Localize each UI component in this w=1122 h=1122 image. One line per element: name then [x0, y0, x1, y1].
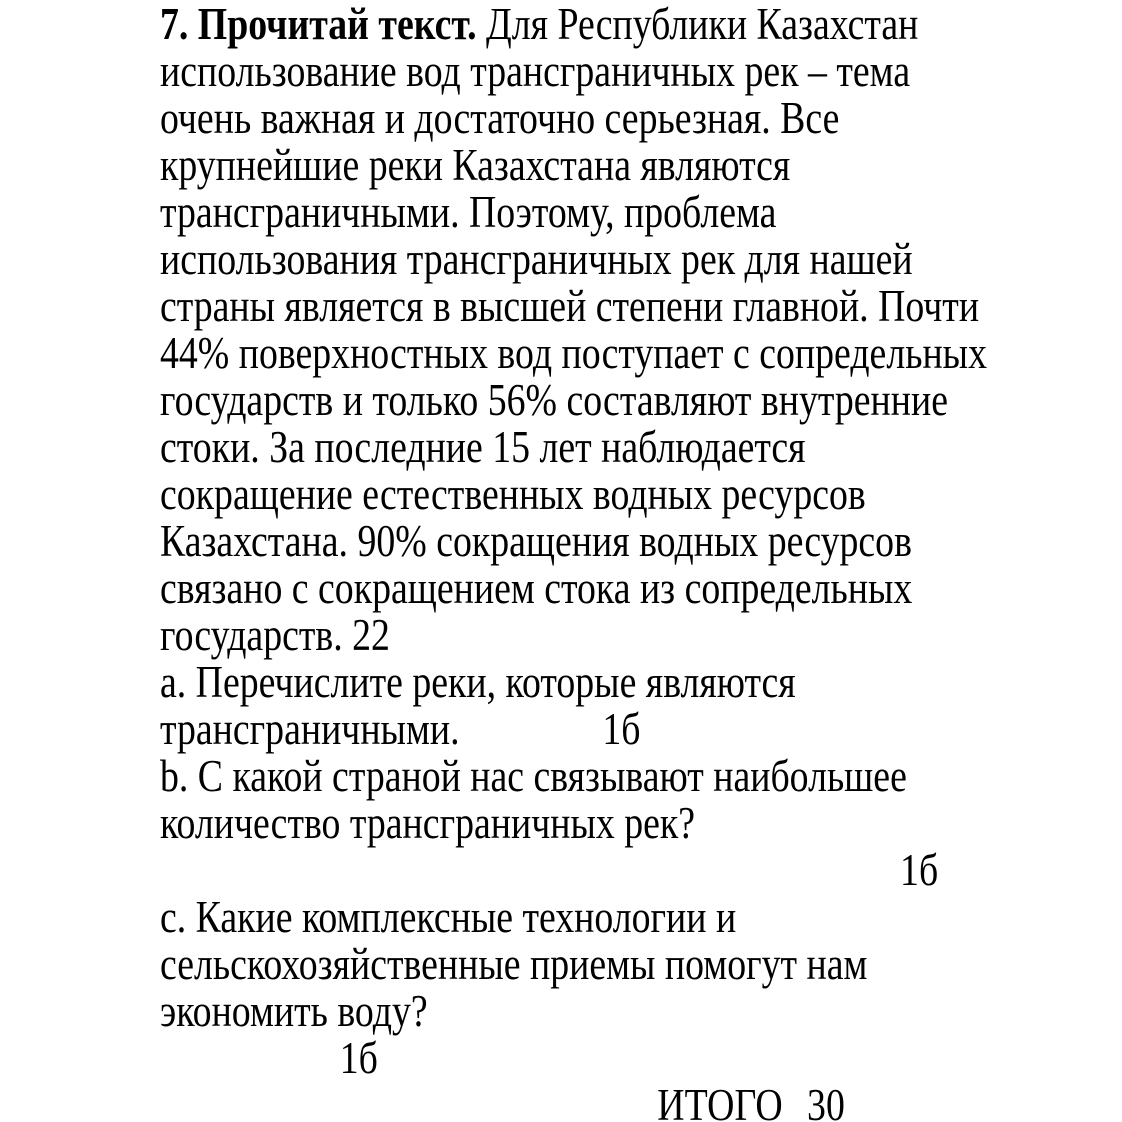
question-a-line-1: a. Перечислите реки, которые являются: [160, 657, 796, 707]
question-b-line-2: количество трансграничных рек?: [160, 798, 696, 848]
intro-line-6: использования трансграничных рек для нашей: [160, 234, 913, 284]
total-line: [160, 1082, 1034, 1122]
intro-line-3: очень важная и достаточно серьезная. Все: [160, 93, 840, 143]
question-c-points-line: [160, 1035, 1034, 1082]
intro-line-8: 44% поверхностных вод поступает с сопредельных: [160, 328, 987, 378]
intro-line-2: использование вод трансграничных рек – тема: [160, 46, 911, 96]
question-c-line-3: экономить воду?: [160, 986, 428, 1036]
intro-line-12: Казахстана. 90% сокращения водных ресурсов: [160, 516, 912, 566]
intro-line-10: стоки. За последние 15 лет наблюдается: [160, 422, 806, 472]
question-a-points: 1б: [602, 704, 641, 754]
intro-line-9: государств и только 56% составляют внутренние: [160, 375, 949, 425]
intro-line-7: страны является в высшей степени главной. Почти: [160, 281, 980, 331]
question-7-block: [160, 1, 1034, 1122]
intro-line-13: связано с сокращением стока из сопредельных: [160, 563, 913, 613]
question-c-line-1: c. Какие комплексные технологии и: [160, 892, 737, 942]
question-a-line-2-text: трансграничными.: [160, 704, 460, 754]
intro-line-1-text: Для Республики Казахстан: [485, 0, 919, 49]
intro-line-14: государств. 22: [160, 610, 390, 660]
total-label: ИТОГО: [657, 1080, 783, 1122]
question-number-title: 7. Прочитай текст.: [160, 0, 477, 49]
question-b-line-1: b. С какой страной нас связывают наибольшее: [160, 751, 907, 801]
intro-line-1: [160, 1, 1034, 48]
question-c-points: 1б: [339, 1033, 378, 1083]
question-c-line-2: сельскохозяйственные приемы помогут нам: [160, 939, 868, 989]
intro-line-4: крупнейшие реки Казахстана являются: [160, 140, 791, 190]
question-a-line-2: [160, 706, 1034, 753]
question-b-points-line: [160, 847, 1034, 894]
question-b-points: 1б: [900, 845, 939, 895]
intro-line-11: сокращение естественных водных ресурсов: [160, 469, 866, 519]
intro-line-5: трансграничными. Поэтому, проблема: [160, 187, 777, 237]
total-value: 30: [807, 1080, 845, 1122]
